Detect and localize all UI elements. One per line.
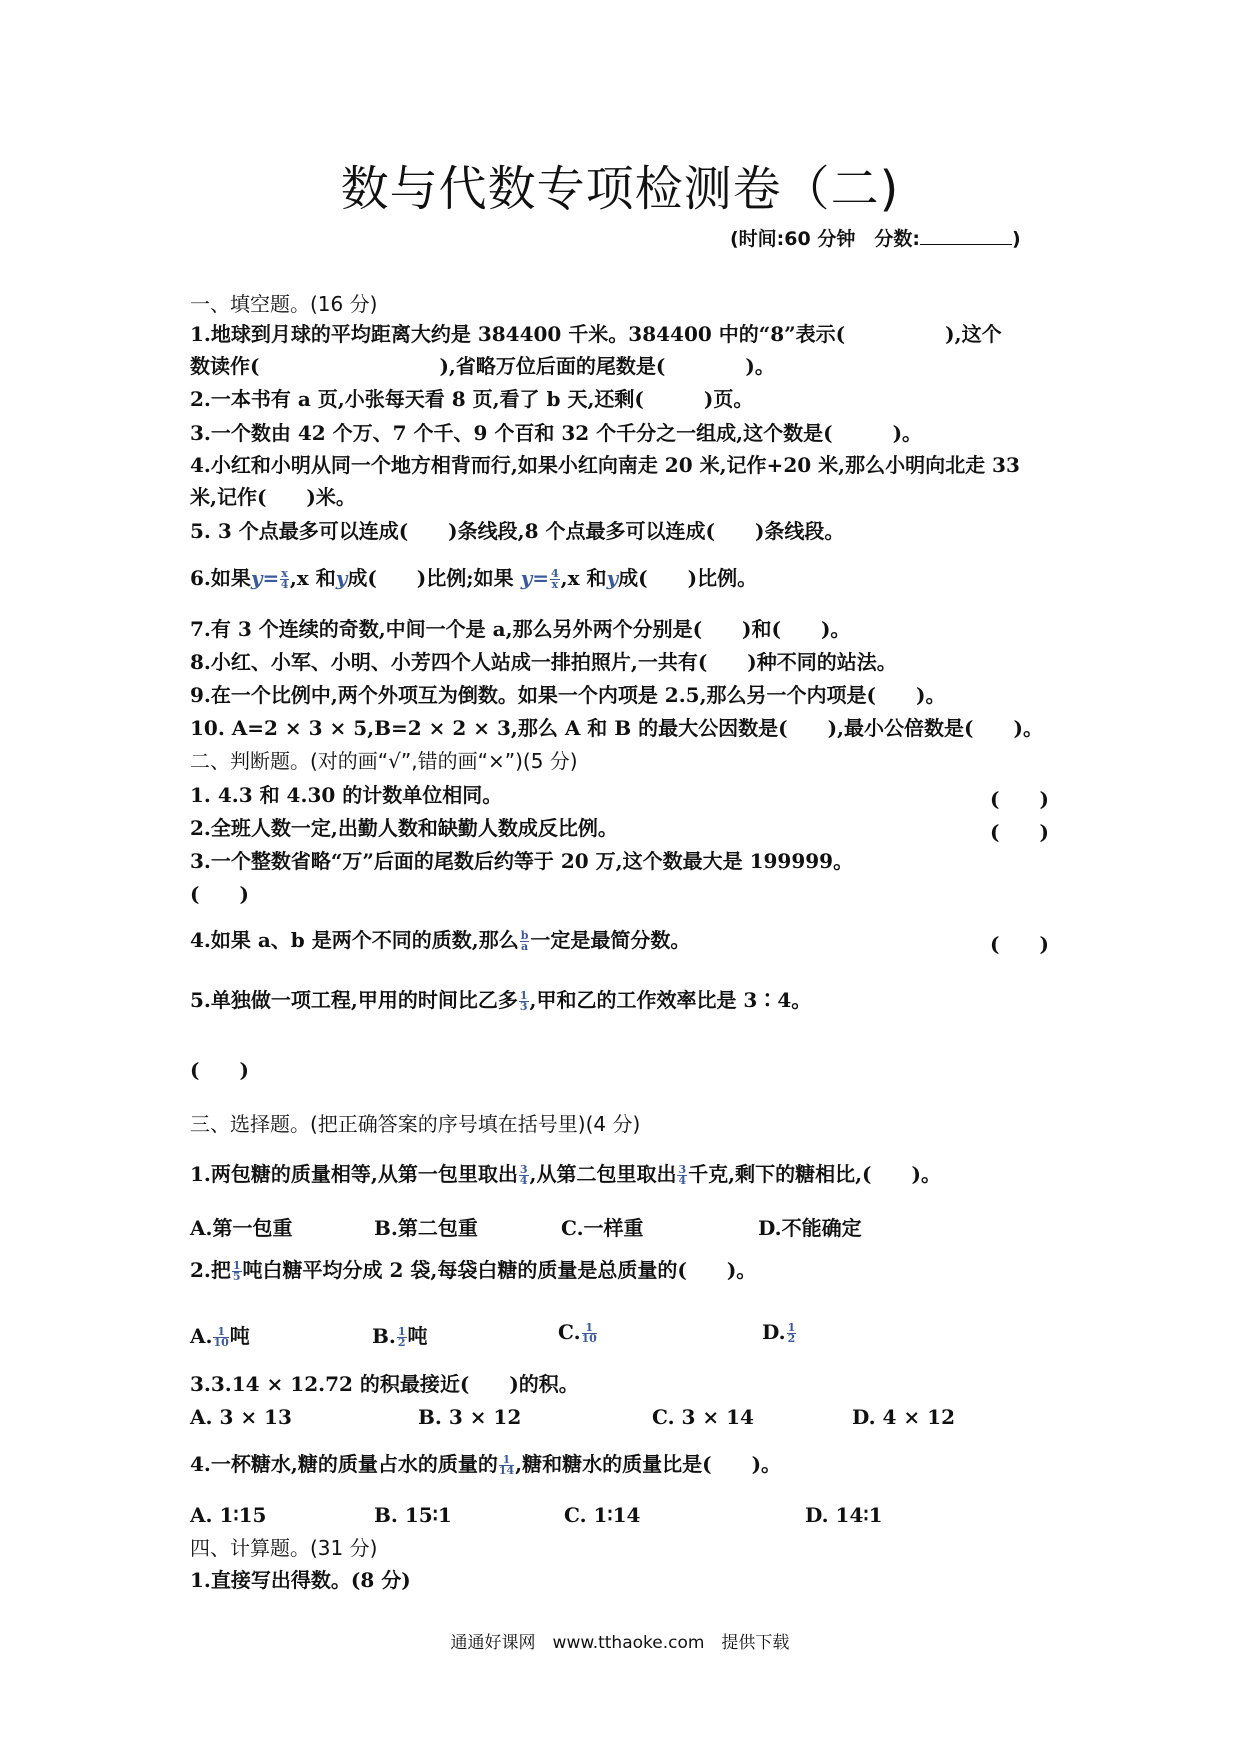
q1-6-y: y bbox=[250, 566, 263, 590]
q3-1 bbox=[190, 1162, 941, 1186]
footer-credit: 通通好课网 www.tthaoke.com 提供下载 bbox=[450, 1633, 790, 1653]
q1-2: 2.一本书有 a 页,小张每天看 8 页,看了 b 天,还剩( )页。 bbox=[190, 387, 754, 411]
section2-heading: 二、判断题。(对的画“√”,错的画“×”)(5 分) bbox=[190, 749, 578, 773]
q2-5-text-a: 5.单独做一项工程,甲用的时间比乙多 bbox=[190, 988, 518, 1012]
q2-2: 2.全班人数一定,出勤人数和缺勤人数成反比例。 bbox=[190, 816, 618, 840]
q2-1-answer-paren[interactable]: ( ) bbox=[990, 787, 1049, 811]
q1-6-y2: y bbox=[335, 566, 348, 590]
q3-4-text-a: 4.一杯糖水,糖的质量占水的质量的 bbox=[190, 1452, 498, 1476]
q2-4 bbox=[190, 928, 690, 952]
q2-4-fraction: $\frac{b}{a}$ bbox=[520, 929, 529, 953]
q3-2-option-a[interactable]: A. $\frac{1}{10}$ 吨 bbox=[190, 1324, 250, 1349]
q1-6 bbox=[190, 566, 757, 590]
q1-4-line2: 米,记作( )米。 bbox=[190, 485, 356, 509]
q2-3: 3.一个整数省略“万”后面的尾数后约等于 20 万,这个数最大是 199999。 bbox=[190, 849, 854, 873]
q4-1: 1.直接写出得数。(8 分) bbox=[190, 1568, 411, 1592]
q3-2-option-b[interactable]: B. $\frac{1}{2}$ 吨 bbox=[372, 1324, 428, 1349]
q2-2-answer-paren[interactable]: ( ) bbox=[990, 820, 1049, 844]
page-title: 数与代数专项检测卷（二) bbox=[340, 161, 900, 217]
q1-9: 9.在一个比例中,两个外项互为倒数。如果一个内项是 2.5,那么另一个内项是( )。 bbox=[190, 683, 946, 707]
q2-5-answer-paren[interactable]: ( ) bbox=[190, 1058, 249, 1082]
q3-2 bbox=[190, 1258, 756, 1282]
exam-meta bbox=[730, 224, 1021, 251]
q3-2-option-c[interactable]: C. $\frac{1}{10}$ bbox=[558, 1320, 597, 1345]
q3-2-fraction: $\frac{1}{5}$ bbox=[232, 1259, 241, 1283]
q3-1-option-b[interactable]: B.第二包重 bbox=[374, 1216, 478, 1240]
q3-4-option-b[interactable]: B. 15∶1 bbox=[374, 1503, 452, 1527]
q3-3-option-b[interactable]: B. 3 × 12 bbox=[418, 1405, 522, 1429]
q3-1-option-c[interactable]: C.一样重 bbox=[561, 1216, 644, 1240]
q1-6-text-d: ,x 和 bbox=[560, 566, 607, 590]
time-score-label: (时间:60 分钟 分数: bbox=[730, 228, 920, 250]
time-score-close: ) bbox=[1011, 228, 1021, 250]
q1-1-line1: 1.地球到月球的平均距离大约是 384400 千米。384400 中的“8”表示( ),这个 bbox=[190, 322, 1002, 346]
q3-3: 3.3.14 × 12.72 的积最接近( )的积。 bbox=[190, 1372, 579, 1396]
q3-3-option-d[interactable]: D. 4 × 12 bbox=[852, 1405, 955, 1429]
q2-4-answer-paren[interactable]: ( ) bbox=[990, 932, 1049, 956]
q1-7: 7.有 3 个连续的奇数,中间一个是 a,那么另外两个分别是( )和( )。 bbox=[190, 617, 851, 641]
q3-4 bbox=[190, 1452, 781, 1476]
q3-4-option-a[interactable]: A. 1∶15 bbox=[190, 1503, 267, 1527]
q3-4-option-d[interactable]: D. 14∶1 bbox=[805, 1503, 883, 1527]
q1-6-fraction-1: $\frac{x}{4}$ bbox=[280, 567, 289, 591]
q3-4-text-b: ,糖和糖水的质量比是( )。 bbox=[515, 1452, 782, 1476]
q2-3-answer-paren[interactable]: ( ) bbox=[190, 882, 249, 906]
q1-6-eq2: = bbox=[532, 566, 549, 590]
q3-4-option-c[interactable]: C. 1∶14 bbox=[564, 1503, 641, 1527]
q3-1-option-d[interactable]: D.不能确定 bbox=[758, 1216, 862, 1240]
q1-6-y3: y bbox=[520, 566, 533, 590]
q3-1-text-a: 1.两包糖的质量相等,从第一包里取出 bbox=[190, 1162, 518, 1186]
q3-1-fraction-2: $\frac{3}{4}$ bbox=[678, 1163, 687, 1187]
section3-heading: 三、选择题。(把正确答案的序号填在括号里)(4 分) bbox=[190, 1112, 641, 1136]
q3-1-option-a[interactable]: A.第一包重 bbox=[190, 1216, 293, 1240]
q2-5 bbox=[190, 988, 811, 1012]
q1-6-fraction-2: $\frac{4}{x}$ bbox=[551, 567, 559, 591]
q1-6-y4: y bbox=[606, 566, 619, 590]
q3-2-option-d[interactable]: D. $\frac{1}{2}$ bbox=[762, 1320, 796, 1345]
q2-5-fraction: $\frac{1}{3}$ bbox=[519, 989, 528, 1013]
q2-5-text-b: ,甲和乙的工作效率比是 3∶4。 bbox=[529, 988, 812, 1012]
q1-1-line2: 数读作( ),省略万位后面的尾数是( )。 bbox=[190, 354, 775, 378]
q1-6-text-c: 成( )比例;如果 bbox=[347, 566, 521, 590]
q3-1-fraction-1: $\frac{3}{4}$ bbox=[519, 1163, 528, 1187]
q1-10: 10. A=2 × 3 × 5,B=2 × 2 × 3,那么 A 和 B 的最大公因数是( ),最小公倍数是( )。 bbox=[190, 716, 1043, 740]
q3-3-option-a[interactable]: A. 3 × 13 bbox=[190, 1405, 292, 1429]
q3-1-text-b: ,从第二包里取出 bbox=[529, 1162, 677, 1186]
section1-heading: 一、填空题。(16 分) bbox=[190, 292, 378, 316]
q3-4-fraction: $\frac{1}{14}$ bbox=[498, 1453, 515, 1477]
q1-6-text-e: 成( )比例。 bbox=[618, 566, 758, 590]
q3-1-text-c: 千克,剩下的糖相比,( )。 bbox=[688, 1162, 941, 1186]
q1-3: 3.一个数由 42 个万、7 个千、9 个百和 32 个千分之一组成,这个数是( )。 bbox=[190, 421, 923, 445]
q3-3-option-c[interactable]: C. 3 × 14 bbox=[652, 1405, 754, 1429]
q1-6-eq: = bbox=[262, 566, 280, 590]
q2-4-text-a: 4.如果 a、b 是两个不同的质数,那么 bbox=[190, 928, 519, 952]
q3-2-text-b: 吨白糖平均分成 2 袋,每袋白糖的质量是总质量的( )。 bbox=[242, 1258, 757, 1282]
q1-8: 8.小红、小军、小明、小芳四个人站成一排拍照片,一共有( )种不同的站法。 bbox=[190, 650, 897, 674]
section4-heading: 四、计算题。(31 分) bbox=[190, 1536, 378, 1560]
score-blank[interactable] bbox=[920, 230, 1012, 245]
q1-6-text-b: ,x 和 bbox=[289, 566, 336, 590]
q3-2-text-a: 2.把 bbox=[190, 1258, 231, 1282]
q2-1: 1. 4.3 和 4.30 的计数单位相同。 bbox=[190, 783, 503, 807]
q1-4-line1: 4.小红和小明从同一个地方相背而行,如果小红向南走 20 米,记作+20 米,那么小明向北走 33 bbox=[190, 453, 1020, 477]
q2-4-text-b: 一定是最简分数。 bbox=[530, 928, 691, 952]
q1-5: 5. 3 个点最多可以连成( )条线段,8 个点最多可以连成( )条线段。 bbox=[190, 519, 845, 543]
q1-6-text-a: 6.如果 bbox=[190, 566, 251, 590]
